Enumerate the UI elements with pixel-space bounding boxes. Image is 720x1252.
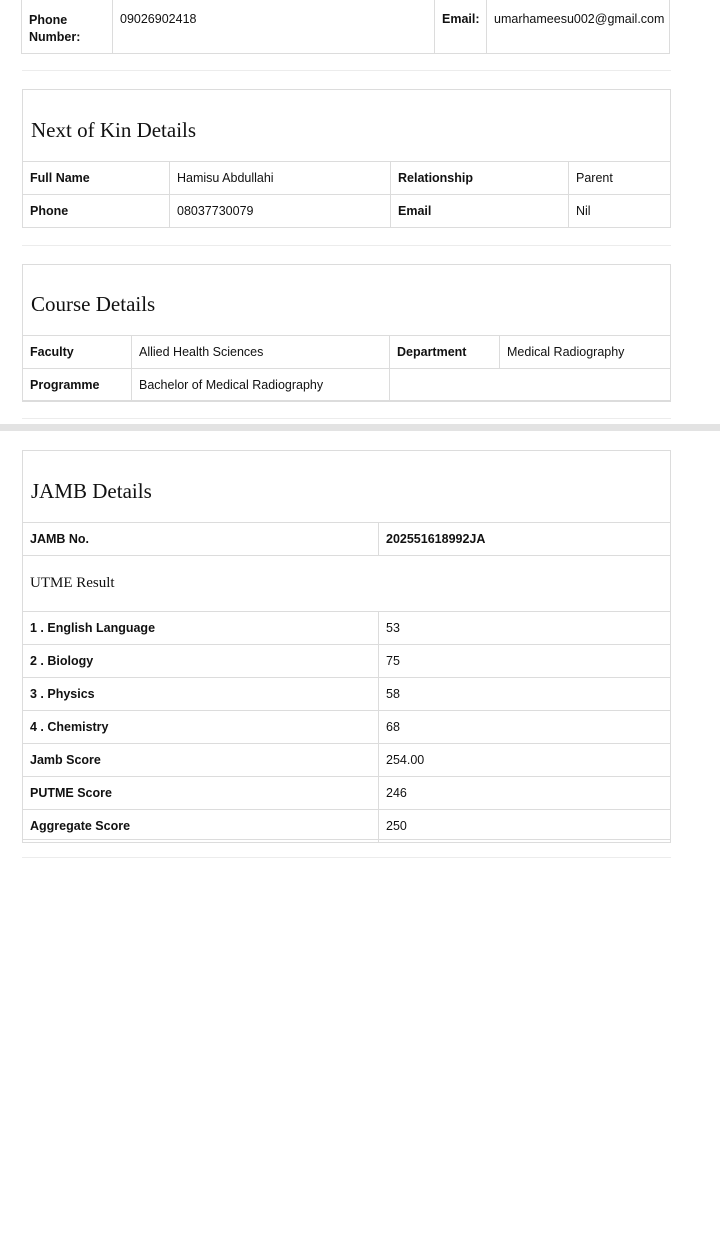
divider bbox=[22, 70, 671, 71]
next-of-kin-table bbox=[22, 161, 671, 228]
full-name-value: Hamisu Abdullahi bbox=[170, 162, 391, 195]
programme-label: Programme bbox=[23, 369, 132, 402]
relationship-value: Parent bbox=[569, 162, 671, 195]
full-name-label: Full Name bbox=[23, 162, 170, 195]
relationship-label: Relationship bbox=[391, 162, 569, 195]
course-details-title: Course Details bbox=[31, 292, 156, 316]
putme-score-label: PUTME Score bbox=[23, 777, 379, 810]
faculty-value: Allied Health Sciences bbox=[132, 336, 390, 369]
next-of-kin-section bbox=[22, 89, 671, 228]
subject-label: 2 . Biology bbox=[23, 645, 379, 678]
subject-score: 75 bbox=[379, 645, 671, 678]
empty-cell bbox=[390, 369, 671, 402]
programme-value: Bachelor of Medical Radiography bbox=[132, 369, 390, 402]
subject-score: 68 bbox=[379, 711, 671, 744]
aggregate-score-value: 250 bbox=[379, 810, 671, 843]
course-details-table bbox=[22, 335, 671, 402]
next-of-kin-title: Next of Kin Details bbox=[31, 118, 197, 142]
utme-result-title: UTME Result bbox=[23, 556, 671, 612]
faculty-label: Faculty bbox=[23, 336, 132, 369]
department-value: Medical Radiography bbox=[500, 336, 671, 369]
course-details-section bbox=[22, 264, 671, 401]
divider bbox=[22, 418, 671, 419]
email-value: umarhameesu002@gmail.com bbox=[487, 0, 670, 54]
putme-score-value: 246 bbox=[379, 777, 671, 810]
kin-phone-value: 08037730079 bbox=[170, 195, 391, 228]
jamb-no-value: 202551618992JA bbox=[379, 523, 671, 556]
contact-table bbox=[21, 0, 670, 54]
phone-number-label: Phone Number: bbox=[22, 0, 113, 54]
subject-score: 53 bbox=[379, 612, 671, 645]
jamb-score-value: 254.00 bbox=[379, 744, 671, 777]
page-break bbox=[0, 424, 720, 431]
aggregate-score-label: Aggregate Score bbox=[23, 810, 379, 843]
subject-label: 1 . English Language bbox=[23, 612, 379, 645]
jamb-details-table bbox=[22, 522, 671, 843]
department-label: Department bbox=[390, 336, 500, 369]
kin-email-label: Email bbox=[391, 195, 569, 228]
jamb-score-label: Jamb Score bbox=[23, 744, 379, 777]
email-label: Email: bbox=[435, 0, 487, 54]
phone-number-value: 09026902418 bbox=[113, 0, 435, 54]
jamb-no-label: JAMB No. bbox=[23, 523, 379, 556]
jamb-details-section bbox=[22, 450, 671, 840]
kin-phone-label: Phone bbox=[23, 195, 170, 228]
subject-score: 58 bbox=[379, 678, 671, 711]
divider bbox=[22, 857, 671, 858]
contact-section bbox=[22, 0, 671, 53]
kin-email-value: Nil bbox=[569, 195, 671, 228]
subject-label: 4 . Chemistry bbox=[23, 711, 379, 744]
divider bbox=[22, 245, 671, 246]
subject-label: 3 . Physics bbox=[23, 678, 379, 711]
jamb-details-title: JAMB Details bbox=[31, 479, 152, 503]
